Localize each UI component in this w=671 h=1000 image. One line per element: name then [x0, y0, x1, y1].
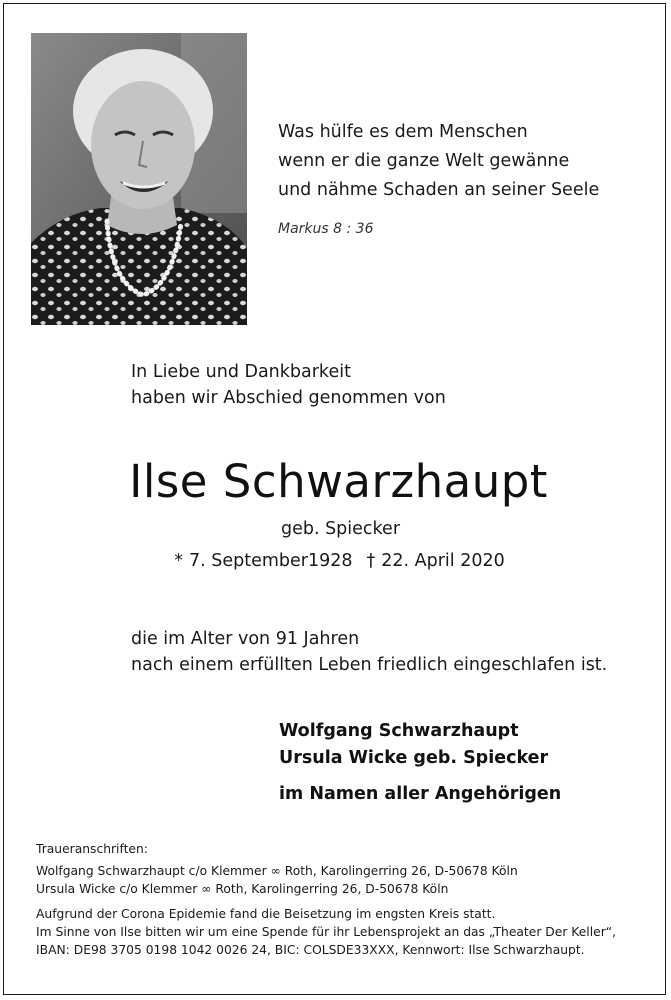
deceased-name: Ilse Schwarzhaupt	[129, 455, 548, 508]
quote-line: und nähme Schaden an seiner Seele	[278, 180, 600, 200]
intro-line: haben wir Abschied genommen von	[131, 388, 446, 408]
portrait-image	[31, 33, 247, 325]
maiden-name: geb. Spiecker	[280, 519, 401, 539]
mourners-list	[279, 718, 548, 772]
death-cross-icon: †	[366, 551, 376, 571]
bank-details: IBAN: DE98 3705 0198 1042 0026 24, BIC: COLSDE33XXX, Kennwort: Ilse Schwarzhaupt.	[36, 943, 585, 957]
passing-text	[131, 626, 607, 678]
quote-line: wenn er die ganze Welt gewänne	[278, 151, 570, 171]
mourner-name: Ursula Wicke geb. Spiecker	[279, 748, 549, 768]
death-date: 22. April 2020	[381, 551, 505, 571]
intro-line: In Liebe und Dankbarkeit	[131, 362, 351, 382]
address-line: Ursula Wicke c/o Klemmer ∞ Roth, Karolingerring 26, D-50678 Köln	[36, 882, 449, 896]
birth-date: 7. September1928	[188, 551, 353, 571]
family-line: im Namen aller Angehörigen	[279, 784, 562, 804]
intro-text	[131, 359, 446, 411]
passing-line: die im Alter von 91 Jahren	[131, 629, 360, 649]
passing-line: nach einem erfüllten Leben friedlich eingeschlafen ist.	[131, 655, 608, 675]
quote-line: Was hülfe es dem Menschen	[278, 122, 528, 142]
portrait-photo	[31, 33, 247, 325]
mourner-name: Wolfgang Schwarzhaupt	[279, 721, 519, 741]
footer-info	[36, 840, 616, 959]
addresses-heading: Traueranschriften:	[36, 842, 148, 856]
quote-source: Markus 8 : 36	[278, 221, 374, 237]
donation-line: Im Sinne von Ilse bitten wir um eine Spende für ihr Lebensprojekt an das „Theater Der Keller“,	[36, 925, 617, 939]
life-dates	[0, 551, 671, 571]
birth-star-icon: *	[174, 551, 183, 571]
funeral-notice: Aufgrund der Corona Epidemie fand die Beisetzung im engsten Kreis statt.	[36, 907, 496, 921]
address-line: Wolfgang Schwarzhaupt c/o Klemmer ∞ Roth, Karolingerring 26, D-50678 Köln	[36, 864, 518, 878]
bible-quote	[278, 118, 599, 205]
